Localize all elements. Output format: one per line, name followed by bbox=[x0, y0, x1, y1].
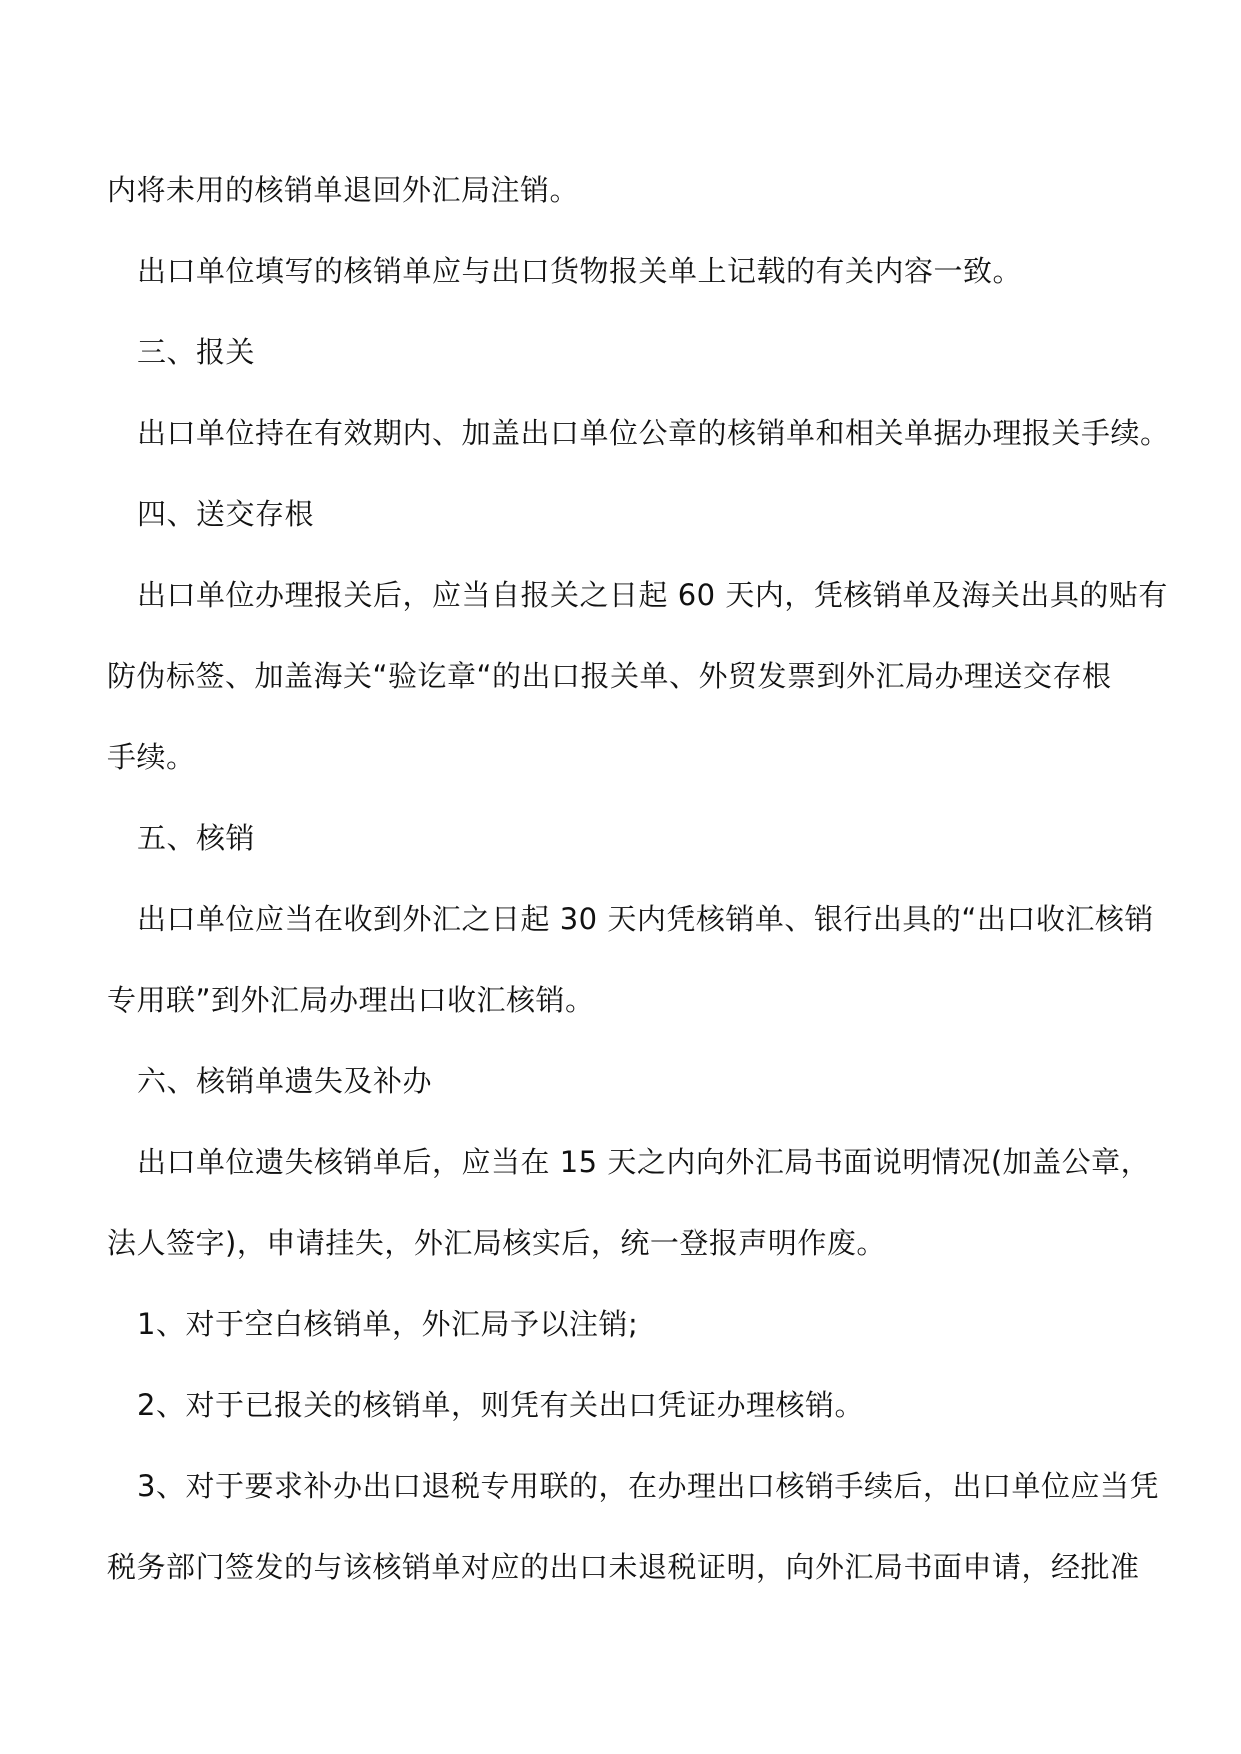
paragraph-line: 出口单位持在有效期内、加盖出口单位公章的核销单和相关单据办理报关手续。 bbox=[137, 416, 1170, 450]
list-item: 2、对于已报关的核销单，则凭有关出口凭证办理核销。 bbox=[137, 1388, 864, 1422]
section-heading: 三、报关 bbox=[137, 335, 256, 369]
section-heading: 五、核销 bbox=[137, 821, 256, 855]
section-heading: 六、核销单遗失及补办 bbox=[137, 1064, 433, 1098]
section-heading: 四、送交存根 bbox=[137, 497, 315, 531]
paragraph-line: 出口单位填写的核销单应与出口货物报关单上记载的有关内容一致。 bbox=[137, 254, 1023, 288]
paragraph-line: 手续。 bbox=[107, 740, 196, 774]
list-item: 3、对于要求补办出口退税专用联的，在办理出口核销手续后，出口单位应当凭 bbox=[137, 1469, 1159, 1503]
paragraph-line: 专用联”到外汇局办理出口收汇核销。 bbox=[107, 983, 595, 1017]
paragraph-line: 法人签字)，申请挂失，外汇局核实后，统一登报声明作废。 bbox=[107, 1226, 886, 1260]
paragraph-line: 出口单位应当在收到外汇之日起 30 天内凭核销单、银行出具的“出口收汇核销 bbox=[137, 902, 1154, 936]
list-item: 1、对于空白核销单，外汇局予以注销; bbox=[137, 1307, 639, 1341]
paragraph-line: 出口单位办理报关后，应当自报关之日起 60 天内，凭核销单及海关出具的贴有 bbox=[137, 578, 1168, 612]
paragraph-line: 税务部门签发的与该核销单对应的出口未退税证明，向外汇局书面申请，经批准 bbox=[107, 1550, 1140, 1584]
paragraph-line: 防伪标签、加盖海关“验讫章“的出口报关单、外贸发票到外汇局办理送交存根 bbox=[107, 659, 1112, 693]
paragraph-line: 内将未用的核销单退回外汇局注销。 bbox=[107, 173, 580, 207]
paragraph-line: 出口单位遗失核销单后，应当在 15 天之内向外汇局书面说明情况(加盖公章， bbox=[137, 1145, 1151, 1179]
